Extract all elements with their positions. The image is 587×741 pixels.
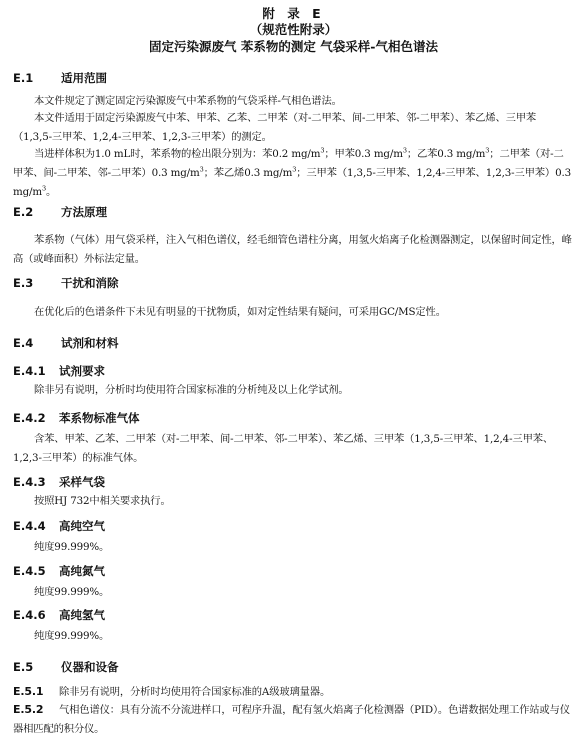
e42-paragraph [13, 430, 573, 468]
section-e44-heading [13, 518, 105, 534]
text-run: 当进样体积为1.0 mL时，苯系物的检出限分别为：苯0.2 mg/m [34, 148, 321, 160]
document-title: 固定污染源废气 苯系物的测定 气袋采样-气相色谱法 [149, 39, 438, 54]
paragraph-text: 除非另有说明，分析时均使用符合国家标准的分析纯及以上化学试剂。 [34, 384, 349, 396]
e2-paragraph-principle [13, 231, 573, 269]
superscript: 3 [42, 184, 46, 193]
paragraph-text: 在优化后的色谱条件下未见有明显的干扰物质，如对定性结果有疑问，可采用GC/MS定性。 [34, 306, 446, 318]
e44-paragraph [13, 538, 573, 557]
section-title: 高纯氢气 [59, 608, 105, 622]
appendix-nature: （规范性附录） [249, 22, 338, 37]
paragraph-text: 纯度99.999%。 [34, 586, 110, 598]
paragraph-text: 本文件规定了测定固定污染源废气中苯系物的气袋采样-气相色谱法。 [34, 95, 342, 107]
e41-paragraph [13, 381, 573, 400]
text-run: 。 [46, 186, 57, 198]
e43-paragraph [13, 492, 573, 511]
paragraph-text: 本文件适用于固定污染源废气中苯、甲苯、乙苯、二甲苯（对-二甲苯、间-二甲苯、邻-二甲苯）、苯乙烯、三甲苯（1,3,5-三甲苯、1,2,4-三甲苯、1,2,3-三甲苯）的测定。 [13, 112, 537, 143]
text-run: ；二甲苯（对-二甲苯、间-二甲苯、邻-二甲苯）0.3 mg/m [13, 148, 564, 179]
superscript: 3 [402, 146, 407, 155]
section-e4-heading [13, 335, 119, 351]
section-title: 试剂要求 [59, 364, 105, 378]
text-run: ；甲苯0.3 mg/m [324, 148, 403, 160]
paragraph-text: 含苯、甲苯、乙苯、二甲苯（对-二甲苯、间-二甲苯、邻-二甲苯）、苯乙烯、三甲苯（1,3,5-三甲苯、1,2,4-三甲苯、1,2,3-三甲苯）的标准气体。 [13, 433, 554, 464]
text-run: ；三甲苯（1,3,5-三甲苯、1,2,4-三甲苯、1,2,3-三甲苯）0.3 mg/m [13, 167, 571, 198]
e3-paragraph-interference [13, 303, 573, 322]
section-number: E.4.4 [13, 519, 46, 533]
section-e3-heading [13, 275, 119, 291]
section-title: 仪器和设备 [61, 660, 119, 674]
section-title: 干扰和消除 [61, 276, 119, 290]
section-number: E.5 [13, 660, 34, 674]
e52-item [13, 700, 573, 739]
e51-item [13, 682, 573, 702]
section-title: 高纯空气 [59, 519, 105, 533]
paragraph-text: 纯度99.999%。 [34, 630, 110, 642]
section-number: E.4.5 [13, 564, 46, 578]
section-title: 试剂和材料 [61, 336, 119, 350]
text-run: ；乙苯0.3 mg/m [406, 148, 486, 160]
item-number: E.5.2 [13, 703, 44, 716]
superscript: 3 [292, 165, 297, 174]
section-e42-heading [13, 410, 140, 426]
section-e1-heading [13, 70, 107, 86]
section-number: E.4.6 [13, 608, 46, 622]
section-number: E.4.1 [13, 364, 46, 378]
section-e41-heading [13, 363, 105, 379]
section-e2-heading [13, 204, 107, 220]
section-e5-heading [13, 659, 119, 675]
paragraph-text: 纯度99.999%。 [34, 541, 110, 553]
section-number: E.1 [13, 71, 34, 85]
section-number: E.3 [13, 276, 34, 290]
section-number: E.2 [13, 205, 34, 219]
item-text: 除非另有说明，分析时均使用符合国家标准的A级玻璃量器。 [59, 686, 331, 698]
section-title: 采样气袋 [59, 475, 105, 489]
superscript: 3 [485, 146, 490, 155]
item-text: 气相色谱仪：具有分流不分流进样口，可程序升温，配有氢火焰离子化检测器（PID）。色谱数据处理工作站或与仪器相匹配的积分仪。 [13, 704, 570, 735]
section-number: E.4.3 [13, 475, 46, 489]
superscript: 3 [320, 146, 325, 155]
e1-paragraph-applicability [13, 109, 573, 147]
text-run: ；苯乙烯0.3 mg/m [203, 167, 293, 179]
appendix-heading: 附 录 E [262, 6, 325, 21]
section-e45-heading [13, 563, 105, 579]
e45-paragraph [13, 583, 573, 602]
paragraph-text: 按照HJ 732中相关要求执行。 [34, 495, 171, 507]
section-e46-heading [13, 607, 105, 623]
item-number: E.5.1 [13, 685, 44, 698]
superscript: 3 [199, 165, 204, 174]
section-title: 适用范围 [61, 71, 107, 85]
section-title: 高纯氮气 [59, 564, 105, 578]
section-number: E.4.2 [13, 411, 46, 425]
e1-paragraph-detection-limits [13, 145, 573, 202]
paragraph-text: 苯系物（气体）用气袋采样，注入气相色谱仪，经毛细管色谱柱分离，用氢火焰离子化检测器测定，以保留时间定性，峰高（或峰面积）外标法定量。 [13, 234, 572, 265]
section-title: 方法原理 [61, 205, 107, 219]
section-e43-heading [13, 474, 105, 490]
section-title: 苯系物标准气体 [59, 411, 140, 425]
e46-paragraph [13, 627, 573, 646]
section-number: E.4 [13, 336, 34, 350]
